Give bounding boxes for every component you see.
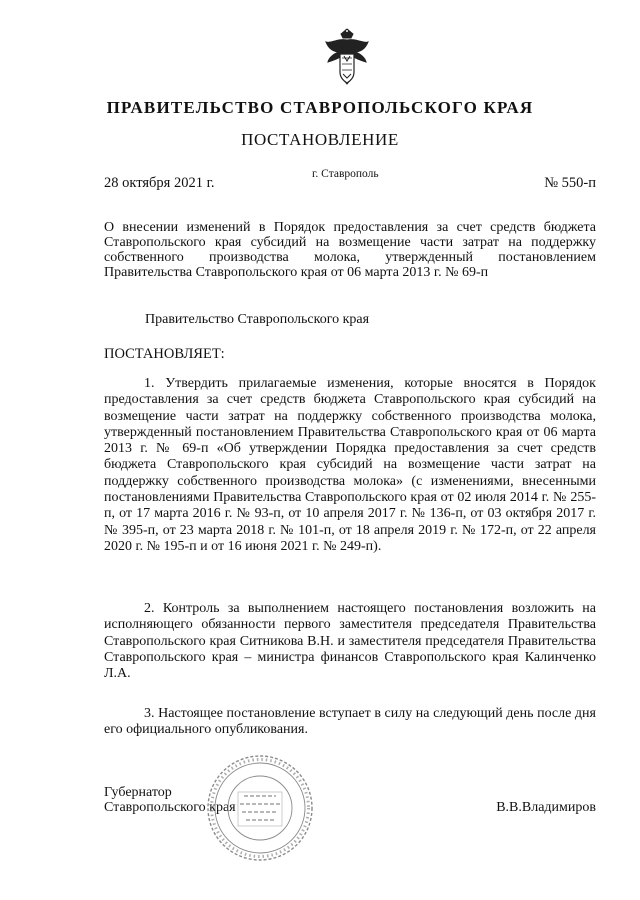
paragraph-3: 3. Настоящее постановление вступает в силу на следующий день после дня его официального опубликования. (104, 706, 596, 738)
signatory-name: В.В.Владимиров (496, 800, 596, 815)
document-subject: О внесении изменений в Порядок предоставления за счет средств бюджета Ставропольского края субсидий на возмещение части затрат на поддержку собственного производства молока, утвержденный постановлением Правительства Ставропольского края от 06 марта 2013 г. № 69-п (104, 220, 596, 280)
document-type: ПОСТАНОВЛЕНИЕ (241, 130, 399, 149)
decree-word: ПОСТАНОВЛЯЕТ: (104, 346, 225, 362)
signatory-position-line-1: Губернатор (104, 785, 172, 800)
issuer-line: Правительство Ставропольского края (145, 312, 370, 327)
paragraph-2: 2. Контроль за выполнением настоящего постановления возложить на исполняющего обязанности первого заместителя председателя Правительства Ставропольского края Ситникова В.Н. и заместителя председателя Правительства Ставропольского края – министра финансов Ставропольского края Калинченко Л.А. (104, 601, 596, 682)
document-city: г. Ставрополь (312, 168, 379, 180)
document-date: 28 октября 2021 г. (104, 175, 215, 191)
signatory-position-line-2: Ставропольского края (104, 800, 236, 815)
government-title: ПРАВИТЕЛЬСТВО СТАВРОПОЛЬСКОГО КРАЯ (106, 98, 534, 117)
official-stamp-icon (204, 752, 316, 864)
document-number: № 550-п (544, 175, 596, 191)
coat-of-arms-icon (323, 28, 371, 88)
paragraph-1: 1. Утвердить прилагаемые изменения, которые вносятся в Порядок предоставления за счет средств бюджета Ставропольского края субсидий на возмещение части затрат на поддержку собственного производства молока, утвержденный постановлением Правительства Ставропольского края от 06 марта 2013 г. № 69-п «Об утверждении Порядка предоставления за счет средств бюджета Ставропольского края субсидий на возмещение части затрат на поддержку собственного производства молока» (с изменениями, внесенными постановлениями Правительства Ставропольского края от 02 июля 2014 г. № 255-п, от 17 марта 2016 г. № 93-п, от 10 апреля 2017 г. № 136-п, от 03 октября 2017 г. № 395-п, от 23 марта 2018 г. № 101-п, от 18 апреля 2019 г. № 172-п, от 22 апреля 2020 г. № 195-п и от 16 июня 2021 г. № 249-п). (104, 376, 596, 554)
